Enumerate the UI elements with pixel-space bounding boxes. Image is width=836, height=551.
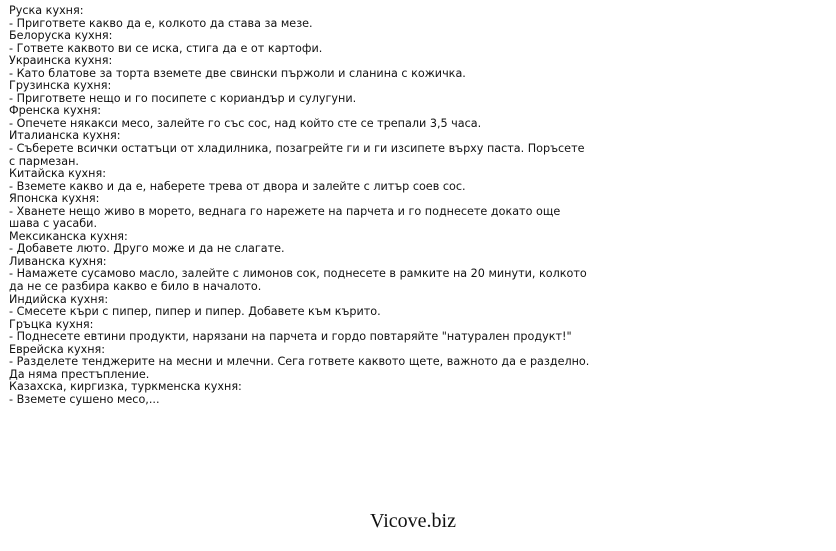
text-lebanese: - Намажете сусамово масло, залейте с лимонов сок, поднесете в рамките на 20 минути, колкото да не се разбира какво е било в началото.	[9, 267, 587, 294]
heading-french: Френска кухня:	[9, 104, 102, 118]
heading-italian: Италианска кухня:	[9, 129, 121, 143]
text-greek: - Поднесете евтини продукти, нарязани на парчета и гордо повтаряйте "натурален продукт!"	[9, 330, 572, 344]
heading-greek: Гръцка кухня:	[9, 317, 94, 331]
text-chinese: - Вземете какво и да е, наберете трева от двора и залейте с литър соев сос.	[9, 179, 466, 193]
text-italian: - Съберете всички остатъци от хладилника, позагрейте ги и ги изсипете върху паста. Поръсете с пармезан.	[9, 142, 585, 168]
text-belarusian: - Гответе каквото ви се иска, стига да е от картофи.	[9, 41, 323, 55]
heading-japanese: Японска кухня:	[9, 192, 100, 206]
heading-mexican: Мексиканска кухня:	[9, 229, 128, 243]
heading-russian: Руска кухня:	[9, 4, 84, 17]
heading-jewish: Еврейска кухня:	[9, 342, 106, 356]
text-indian: - Смесете къри с пипер, пипер и пипер. Добавете към кърито.	[9, 305, 381, 319]
recipe-text-block	[9, 5, 594, 407]
watermark: Vicove.biz	[370, 510, 456, 532]
text-jewish: - Разделете тенджерите на месни и млечни. Сега гответе каквото щете, важното да е разделно. Да няма престъпление.	[9, 355, 590, 381]
text-georgian: - Пригответе нещо и го посипете с кориандър и сулугуни.	[9, 91, 357, 105]
heading-central-asian: Казахска, киргизка, туркменска кухня:	[9, 380, 242, 394]
heading-lebanese: Ливанска кухня:	[9, 254, 107, 268]
heading-indian: Индийска кухня:	[9, 292, 109, 306]
text-french: - Опечете някакси месо, залейте го със сос, над който сте се трепали 3,5 часа.	[9, 116, 482, 130]
text-russian: - Пригответе какво да е, колкото да става за мезе.	[9, 16, 313, 30]
heading-georgian: Грузинска кухня:	[9, 79, 112, 93]
heading-chinese: Китайска кухня:	[9, 167, 106, 181]
text-ukrainian: - Като блатове за торта вземете две свински пържоли и сланина с кожичка.	[9, 66, 466, 80]
heading-belarusian: Белоруска кухня:	[9, 29, 113, 43]
text-central-asian: - Вземете сушено месо,...	[9, 392, 160, 406]
heading-ukrainian: Украинска кухня:	[9, 54, 113, 68]
text-japanese: - Хванете нещо живо в морето, веднага го нарежете на парчета и го поднесете докато още шава с уасаби.	[9, 204, 561, 231]
text-mexican: - Добавете люто. Друго може и да не слагате.	[9, 242, 285, 256]
